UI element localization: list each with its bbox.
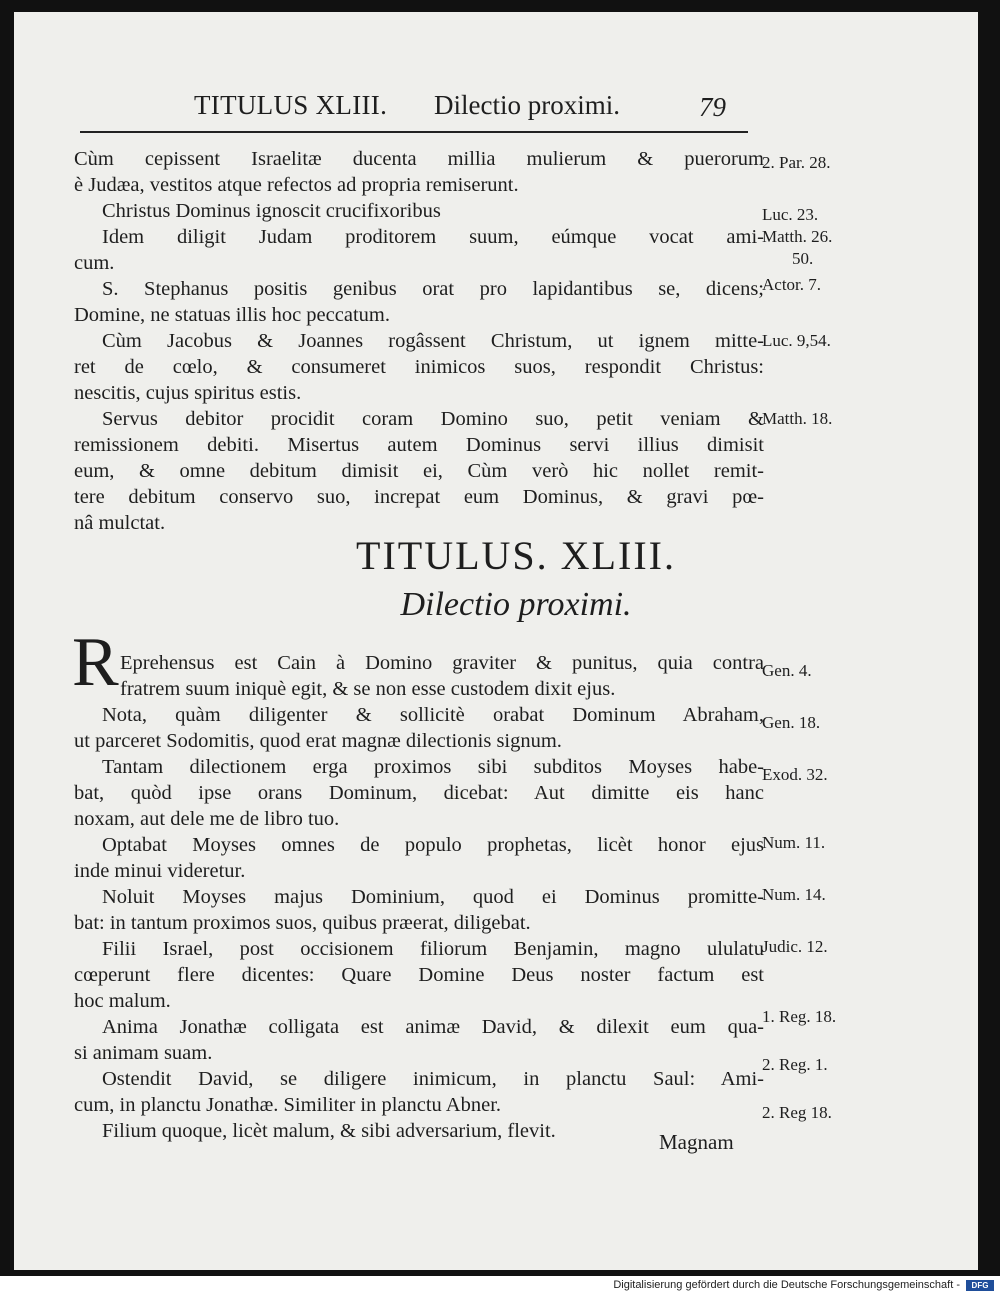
- text-line: Filium quoque, licèt malum, & sibi adversarium, flevit.: [102, 1120, 556, 1142]
- margin-reference: Matth. 26.: [762, 227, 833, 246]
- text-line: S. Stephanus positis genibus orat pro lapidantibus se, dicens;: [102, 278, 764, 300]
- margin-reference: Actor. 7.: [762, 275, 822, 294]
- margin-reference: 2. Reg. 1.: [762, 1055, 828, 1074]
- text-line: bat, quòd ipse orans Dominum, dicebat: Aut dimitte eis hanc: [74, 782, 764, 804]
- margin-reference: Judic. 12.: [762, 937, 828, 956]
- text-line: remissionem debiti. Misertus autem Dominus servi illius dimisit: [74, 434, 764, 456]
- margin-reference: 2. Reg 18.: [762, 1103, 832, 1122]
- text-line: Domine, ne statuas illis hoc peccatum.: [74, 304, 390, 326]
- header-subject: Dilectio proximi.: [434, 90, 620, 120]
- text-line: Filii Israel, post occisionem filiorum Benjamin, magno ululatu: [102, 938, 764, 960]
- margin-reference: Num. 14.: [762, 885, 826, 904]
- running-header: [14, 90, 978, 130]
- text-line: nescitis, cujus spiritus estis.: [74, 382, 302, 404]
- text-line: Optabat Moyses omnes de populo prophetas, licèt honor ejus: [102, 834, 764, 856]
- header-title: TITULUS XLIII.: [194, 90, 388, 120]
- text-line: ut parceret Sodomitis, quod erat magnæ dilectionis signum.: [74, 730, 562, 752]
- footer-text: Digitalisierung gefördert durch die Deutsche Forschungsgemeinschaft -: [613, 1279, 960, 1291]
- text-line: eum, & omne debitum dimisit ei, Cùm verò hic nollet remit-: [74, 460, 764, 482]
- text-line: Christus Dominus ignoscit crucifixoribus: [102, 200, 441, 222]
- text-line: Idem diligit Judam proditorem suum, eúmque vocat ami-: [102, 226, 764, 248]
- margin-reference: 1. Reg. 18.: [762, 1007, 837, 1026]
- text-line: Tantam dilectionem erga proximos sibi subditos Moyses habe-: [102, 756, 764, 778]
- digitization-footer: [0, 1276, 1000, 1295]
- text-line: bat: in tantum proximos suos, quibus præerat, diligebat.: [74, 912, 531, 934]
- text-line: cœperunt flere dicentes: Quare Domine Deus noster factum est: [74, 964, 764, 986]
- margin-reference: Exod. 32.: [762, 765, 828, 784]
- drop-cap: R: [72, 624, 119, 701]
- section-title: TITULUS. XLIII.: [356, 533, 676, 578]
- text-line: è Judæa, vestitos atque refectos ad propria remiserunt.: [74, 174, 519, 196]
- text-line: cum.: [74, 252, 115, 274]
- dfg-logo: DFG: [966, 1280, 994, 1291]
- text-line: noxam, aut dele me de libro tuo.: [74, 808, 340, 830]
- book-page: [14, 12, 978, 1270]
- text-line: Cùm Jacobus & Joannes rogâssent Christum, ut ignem mitte-: [102, 330, 764, 352]
- page-number: 79: [699, 92, 726, 122]
- text-line: Ostendit David, se diligere inimicum, in planctu Saul: Ami-: [102, 1068, 764, 1090]
- text-line: Noluit Moyses majus Dominium, quod ei Dominus promitte-: [102, 886, 764, 908]
- text-line: Eprehensus est Cain à Domino graviter & punitus, quia contra: [120, 652, 764, 674]
- margin-reference: 2. Par. 28.: [762, 153, 831, 172]
- catchword: Magnam: [659, 1130, 734, 1154]
- header-rule: [80, 131, 748, 133]
- text-line: Cùm cepissent Israelitæ ducenta millia mulierum & puerorum: [74, 148, 764, 170]
- section-subtitle: Dilectio proximi.: [400, 586, 632, 623]
- margin-reference: Gen. 18.: [762, 713, 821, 732]
- text-line: Anima Jonathæ colligata est animæ David, & dilexit eum qua-: [102, 1016, 764, 1038]
- text-line: Nota, quàm diligenter & sollicitè orabat Dominum Abraham,: [102, 704, 764, 726]
- text-line: Servus debitor procidit coram Domino suo, petit veniam &: [102, 408, 764, 430]
- margin-reference: Num. 11.: [762, 833, 826, 852]
- margin-reference: Luc. 9,54.: [762, 331, 831, 350]
- margin-reference: Luc. 23.: [762, 205, 819, 224]
- text-line: fratrem suum iniquè egit, & se non esse custodem dixit ejus.: [120, 678, 616, 700]
- text-line: cum, in planctu Jonathæ. Similiter in planctu Abner.: [74, 1094, 502, 1116]
- text-line: hoc malum.: [74, 990, 171, 1012]
- text-line: inde minui videretur.: [74, 860, 246, 882]
- text-line: tere debitum conservo suo, increpat eum Dominus, & gravi pœ-: [74, 486, 764, 508]
- text-line: nâ mulctat.: [74, 512, 166, 534]
- text-line: si animam suam.: [74, 1042, 213, 1064]
- text-line: ret de cœlo, & consumeret inimicos suos, respondit Christus:: [74, 356, 764, 378]
- margin-reference: Gen. 4.: [762, 661, 812, 680]
- margin-reference: 50.: [792, 249, 814, 268]
- margin-reference: Matth. 18.: [762, 409, 833, 428]
